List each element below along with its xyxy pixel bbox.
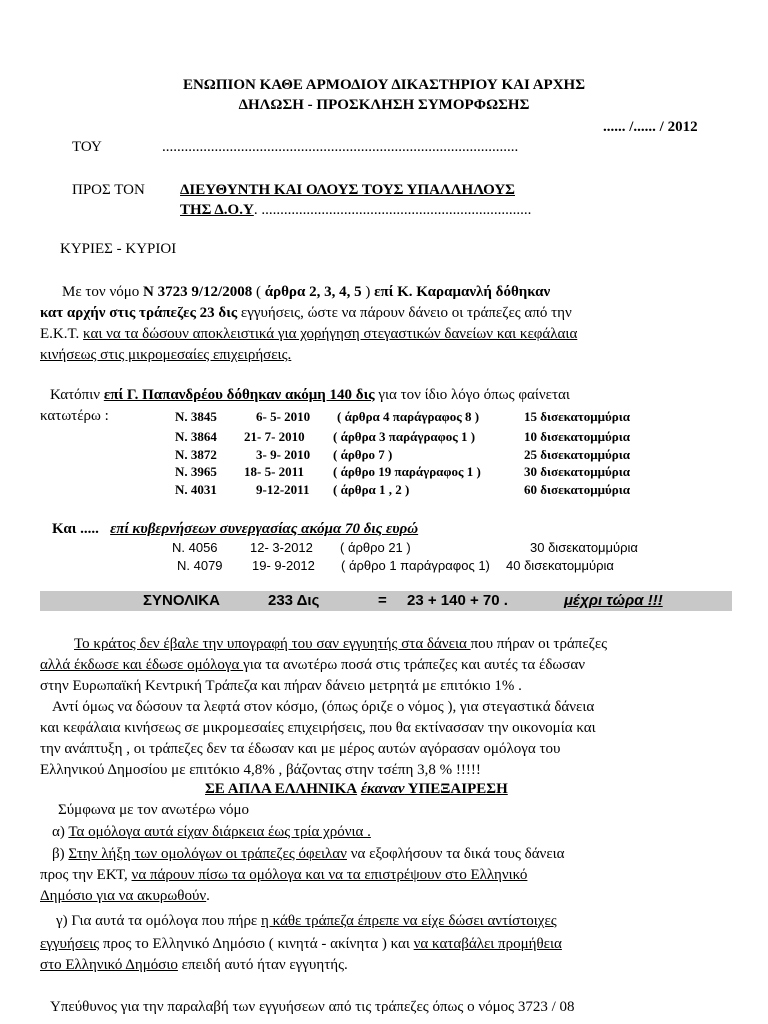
item-text: εγγυήσεις [40,936,100,952]
para1-text: ( [252,284,265,300]
total-equals: = [378,592,387,609]
para5-alpha [52,823,371,841]
total-amount: 233 Δις [268,592,320,609]
law-number: Ν. 3845 [175,409,217,424]
law-articles: ( άρθρο 7 ) [333,447,393,462]
salutation: ΚΥΡΙΕΣ - ΚΥΡΙΟΙ [60,241,177,257]
to-label: ΠΡΟΣ ΤΟΝ [72,182,145,198]
item-text: Στην λήξη των ομολόγων οι τράπεζες όφειλαν [68,846,347,862]
para3-text: Και ..... [52,521,99,537]
para4-line5: και κεφάλαια κινήσεως σε μικρομεσαίες επιχειρήσεις, που θα εκτίνασσαν την οικονομία και [40,720,596,736]
para1-text: ) [361,284,375,300]
item-text: προς το Ελληνικό Δημόσιο ( κινητά - ακίνητα ) και [99,936,414,952]
para5-beta [52,845,565,863]
law-amount: 15 δισεκατομμύρια [524,409,630,424]
para1-line3 [40,325,577,343]
law-number: Ν. 3965 [175,464,217,479]
para4-line1 [74,635,607,653]
item-text: να πάρουν πίσω τα ομόλογα και να τα επιστρέψουν στο Ελληνικό [131,867,528,883]
item-text: η κάθε τράπεζα έπρεπε να είχε δώσει αντίστοιχες [260,913,557,929]
law-articles: ( άρθρα 4 παράγραφος 8 ) [337,409,480,424]
law-amount: 40 δισεκατομμύρια [506,558,614,573]
document-title: ΕΝΩΠΙΟΝ ΚΑΘΕ ΑΡΜΟΔΙΟΥ ΔΙΚΑΣΤΗΡΙΟΥ ΚΑΙ ΑΡΧΗΣ [182,77,586,93]
law-date: 6- 5- 2010 [256,409,311,424]
law-number: Ν. 3864 [175,429,217,444]
total-label: ΣΥΝΟΛΙΚΑ [143,592,220,609]
recipient-line1: ΔΙΕΥΘΥΝΤΗ ΚΑΙ ΟΛΟΥΣ ΤΟΥΣ ΥΠΑΛΛΗΛΟΥΣ [180,182,515,198]
law-amount: 60 δισεκατομμύρια [524,482,630,497]
law-articles: ( άρθρο 1 παράγραφος 1) [341,558,490,573]
para2-emphasis: επί Γ. Παπανδρέου δόθηκαν ακόμη 140 δις [103,387,375,403]
para2-line1 [50,386,570,404]
para1-underlined: και να τα δώσουν αποκλειστικά για χορήγηση στεγαστικών δανείων και κεφάλαια [83,326,578,342]
para2-line2: κατωτέρω : [40,408,109,424]
recipient-dots: ........................................................................ [257,202,532,218]
para1-line2 [40,304,572,322]
law-articles: ( άρθρο 21 ) [340,540,411,555]
item-label: γ) Για αυτά τα ομόλογα που πήρε [56,913,261,929]
document-subtitle: ΔΗΛΩΣΗ - ΠΡΟΣΚΛΗΣΗ ΣΥΜΟΡΦΩΣΗΣ [238,97,530,113]
law-number: Ν. 3872 [175,447,217,462]
item-label: α) [52,824,69,840]
recipient-office: ΤΗΣ Δ.Ο.Υ [180,202,254,218]
law-date: 9-12-2011 [256,482,310,497]
para2-text: για τον ίδιο λόγο όπως φαίνεται [374,387,570,403]
total-tail: μέχρι τώρα !!! [564,592,663,609]
para5-gamma-line3 [40,956,348,974]
para3-line1 [52,520,418,538]
articles-reference: άρθρα 2, 3, 4, 5 [264,284,362,300]
recipient-line2 [180,201,531,219]
law-number: Ν. 4031 [175,482,217,497]
law-amount: 30 δισεκατομμύρια [530,540,638,555]
law-amount: 30 δισεκατομμύρια [524,464,630,479]
item-text: προς την ΕΚΤ, [40,867,132,883]
total-formula: 23 + 140 + 70 . [407,592,508,609]
item-text: να εξοφλήσουν τα δικά τους δάνεια [346,846,565,862]
item-text: . [206,888,210,904]
para5-beta-line3 [40,887,210,905]
para4-underlined: Το κράτος δεν έβαλε την υπογραφή του σαν εγγυητής στα δάνεια [74,636,471,652]
para3-emphasis: επί κυβερνήσεων συνεργασίας ακόμα 70 δις ευρώ [110,521,419,537]
para4-line7: Ελληνικού Δημοσίου με επιτόκιο 4,8% , βάζοντας στην τσέπη 3,8 % !!!!! [40,762,481,778]
law-articles: ( άρθρα 3 παράγραφος 1 ) [333,429,476,444]
para4-text: που πήραν οι τράπεζες [470,636,608,652]
from-label: ΤΟΥ [72,139,102,155]
conclusion-heading-text: ΥΠΕΞΑΙΡΕΣΗ [404,781,508,797]
from-dots: ............................................................................................... [162,139,519,155]
law-amount: 25 δισεκατομμύρια [524,447,630,462]
para4-line6: την ανάπτυξη , οι τράπεζες δεν τα έδωσαν και με μέρος αυτών αγόρασαν ομόλογα του [40,741,561,757]
para5-gamma [56,912,557,930]
law-articles: ( άρθρα 1 , 2 ) [333,482,410,497]
item-label: β) [52,846,69,862]
footer-text: Υπεύθυνος για την παραλαβή των εγγυήσεων από τις τράπεζες όπως ο νόμος 3723 / 08 [50,999,575,1015]
item-text: να καταβάλει προμήθεια [413,936,562,952]
item-text: Τα ομόλογα αυτά είχαν διάρκεια έως τρία χρόνια . [68,824,371,840]
item-text: Δημόσιο για να ακυρωθούν [40,888,207,904]
para1-line1 [62,283,550,301]
total-bar [40,591,732,611]
conclusion-heading [205,780,508,798]
para4-text: για τα ανωτέρω ποσά στις τράπεζες και αυτές τα έδωσαν [243,657,586,673]
law-date: 3- 9- 2010 [256,447,311,462]
para5-beta-line2 [40,866,527,884]
para1-text: Ε.Κ.Τ. [40,326,84,342]
para2-text: Κατόπιν [50,387,104,403]
conclusion-heading-verb: έκαναν [360,781,405,797]
law-date: 19- 9-2012 [252,558,315,573]
para1-text: εγγυήσεις, ώστε να πάρουν δάνειο οι τράπεζες από την [237,305,572,321]
law-reference: Ν 3723 9/12/2008 [143,284,253,300]
para1-line4: κινήσεως στις μικρομεσαίες επιχειρήσεις. [40,347,292,363]
law-number: Ν. 4079 [177,558,223,573]
para4-line4: Αντί όμως να δώσουν τα λεφτά στον κόσμο, (όπως όριζε ο νόμος ), για στεγαστικά δάνεια [52,699,595,715]
conclusion-heading-text: ΣΕ ΑΠΛΑ ΕΛΛΗΝΙΚΑ [205,781,358,797]
law-date: 18- 5- 2011 [244,464,304,479]
item-text: επειδή αυτό ήταν εγγυητής. [177,957,348,973]
document-date: ...... /...... / 2012 [603,119,698,135]
para5-gamma-line2 [40,935,562,953]
para1-text: Με τον νόμο [62,284,144,300]
para5-intro: Σύμφωνα με τον ανωτέρω νόμο [58,802,250,818]
law-amount: 10 δισεκατομμύρια [524,429,630,444]
item-text: στο Ελληνικό Δημόσιο [40,957,178,973]
law-date: 12- 3-2012 [250,540,313,555]
para4-underlined: αλλά έκδωσε και έδωσε ομόλογα [40,657,244,673]
para4-line3: στην Ευρωπαϊκή Κεντρική Τράπεζα και πήραν δάνειο μετρητά με επιτόκιο 1% . [40,678,522,694]
para1-emphasis: επί Κ. Καραμανλή δόθηκαν [374,284,551,300]
law-date: 21- 7- 2010 [244,429,305,444]
para1-emphasis: κατ αρχήν στις τράπεζες 23 δις [40,305,238,321]
para4-line2 [40,656,585,674]
recipient-dot: . [253,202,258,218]
law-number: Ν. 4056 [172,540,218,555]
law-articles: ( άρθρο 19 παράγραφος 1 ) [333,464,481,479]
